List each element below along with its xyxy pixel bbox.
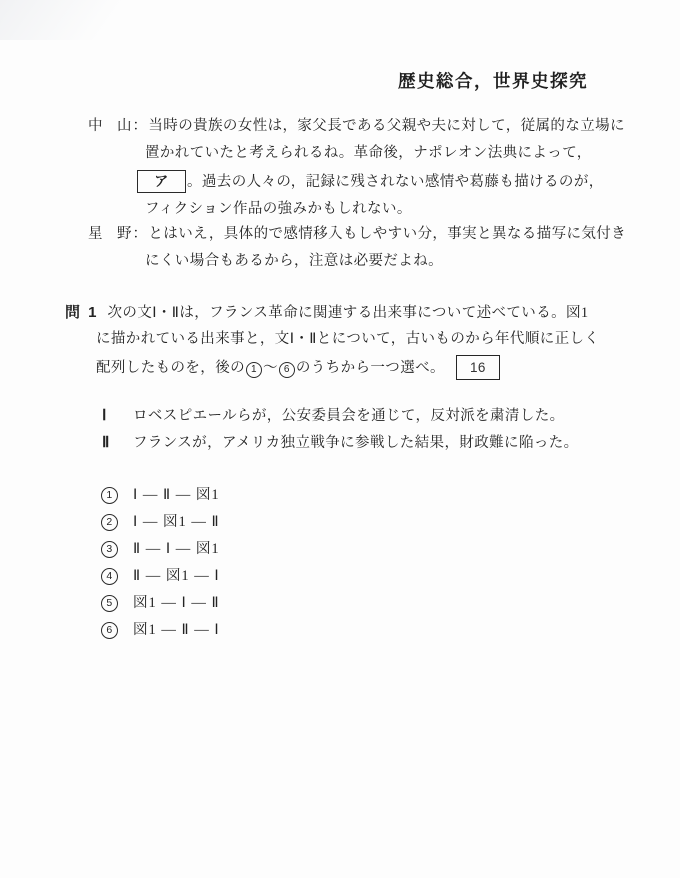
statements-section xyxy=(0,403,680,457)
option-row xyxy=(0,563,680,590)
dialogue-section xyxy=(0,113,680,275)
statement-row xyxy=(0,430,680,457)
speaker-colon: ： xyxy=(132,226,148,242)
dialogue-line xyxy=(0,248,680,275)
question-text: に描かれている出来事と，文Ⅰ・Ⅱとについて，古いものから年代順に正しく xyxy=(96,331,600,347)
speaker-name: 中 山 xyxy=(88,118,132,134)
dialogue-text: 当時の貴族の女性は，家父長である父親や夫に対して，従属的な立場に xyxy=(148,118,625,134)
statement-row xyxy=(0,403,680,430)
question-line xyxy=(0,299,680,326)
option-number-badge: 6 xyxy=(101,622,118,639)
option-sequence: 図1 ― Ⅱ ― Ⅰ xyxy=(133,622,220,638)
dialogue-text: フィクション作品の強みかもしれない。 xyxy=(145,201,412,217)
question-line xyxy=(0,353,680,383)
dialogue-line xyxy=(0,167,680,197)
speaker-name: 星 野 xyxy=(88,226,132,242)
statement-text: ロベスピエールらが，公安委員会を通じて，反対派を粛清した。 xyxy=(133,408,565,424)
option-sequence: Ⅱ ― 図1 ― Ⅰ xyxy=(133,568,220,584)
option-number-badge: 3 xyxy=(101,541,118,558)
page-title: 歴史総合，世界史探究 xyxy=(398,71,588,91)
option-number-badge: 4 xyxy=(101,568,118,585)
dialogue-line xyxy=(0,197,680,221)
answer-number-box: 16 xyxy=(456,355,500,380)
speaker-colon: ： xyxy=(132,118,148,134)
blank-box-a: ア xyxy=(137,170,186,193)
option-sequence: Ⅰ ― Ⅱ ― 図1 xyxy=(133,487,220,503)
option-number-badge: 2 xyxy=(101,514,118,531)
option-row xyxy=(0,590,680,617)
circled-number-range-end: 6 xyxy=(279,362,295,378)
question-text: 次の文Ⅰ・Ⅱは，フランス革命に関連する出来事について述べている。図1 xyxy=(107,305,589,321)
dialogue-text: にくい場合もあるから，注意は必要だよね。 xyxy=(145,253,443,269)
question-text: のうちから一つ選べ。 xyxy=(295,360,445,376)
option-row xyxy=(0,482,680,509)
option-sequence: Ⅰ ― 図1 ― Ⅱ xyxy=(133,514,220,530)
statement-text: フランスが，アメリカ独立戦争に参戦した結果，財政難に陥った。 xyxy=(133,435,579,451)
circled-number-range-start: 1 xyxy=(246,362,262,378)
dialogue-line xyxy=(0,221,680,248)
option-row xyxy=(0,536,680,563)
question-line xyxy=(0,326,680,353)
dialogue-text: 。過去の人々の，記録に残されない感情や葛藤も描けるのが， xyxy=(187,174,604,190)
option-sequence: 図1 ― Ⅰ ― Ⅱ xyxy=(133,595,220,611)
scan-shadow-artifact xyxy=(0,0,150,40)
tilde: ～ xyxy=(263,360,278,376)
dialogue-text: とはいえ，具体的で感情移入もしやすい分，事実と異なる描写に気付き xyxy=(148,226,627,242)
dialogue-line xyxy=(0,140,680,167)
question-label: 問 1 xyxy=(65,304,99,321)
dialogue-line xyxy=(0,113,680,140)
question-text: 配列したものを，後の xyxy=(96,360,245,376)
dialogue-text: 置かれていたと考えられるね。革命後，ナポレオン法典によって， xyxy=(145,145,592,161)
option-row xyxy=(0,509,680,536)
option-sequence: Ⅱ ― Ⅰ ― 図1 xyxy=(133,541,220,557)
statement-numeral: Ⅱ xyxy=(102,435,110,451)
option-number-badge: 1 xyxy=(101,487,118,504)
options-list xyxy=(0,482,680,644)
option-number-badge: 5 xyxy=(101,595,118,612)
option-row xyxy=(0,617,680,644)
question-1-section xyxy=(0,299,680,383)
statement-numeral: Ⅰ xyxy=(102,408,107,424)
